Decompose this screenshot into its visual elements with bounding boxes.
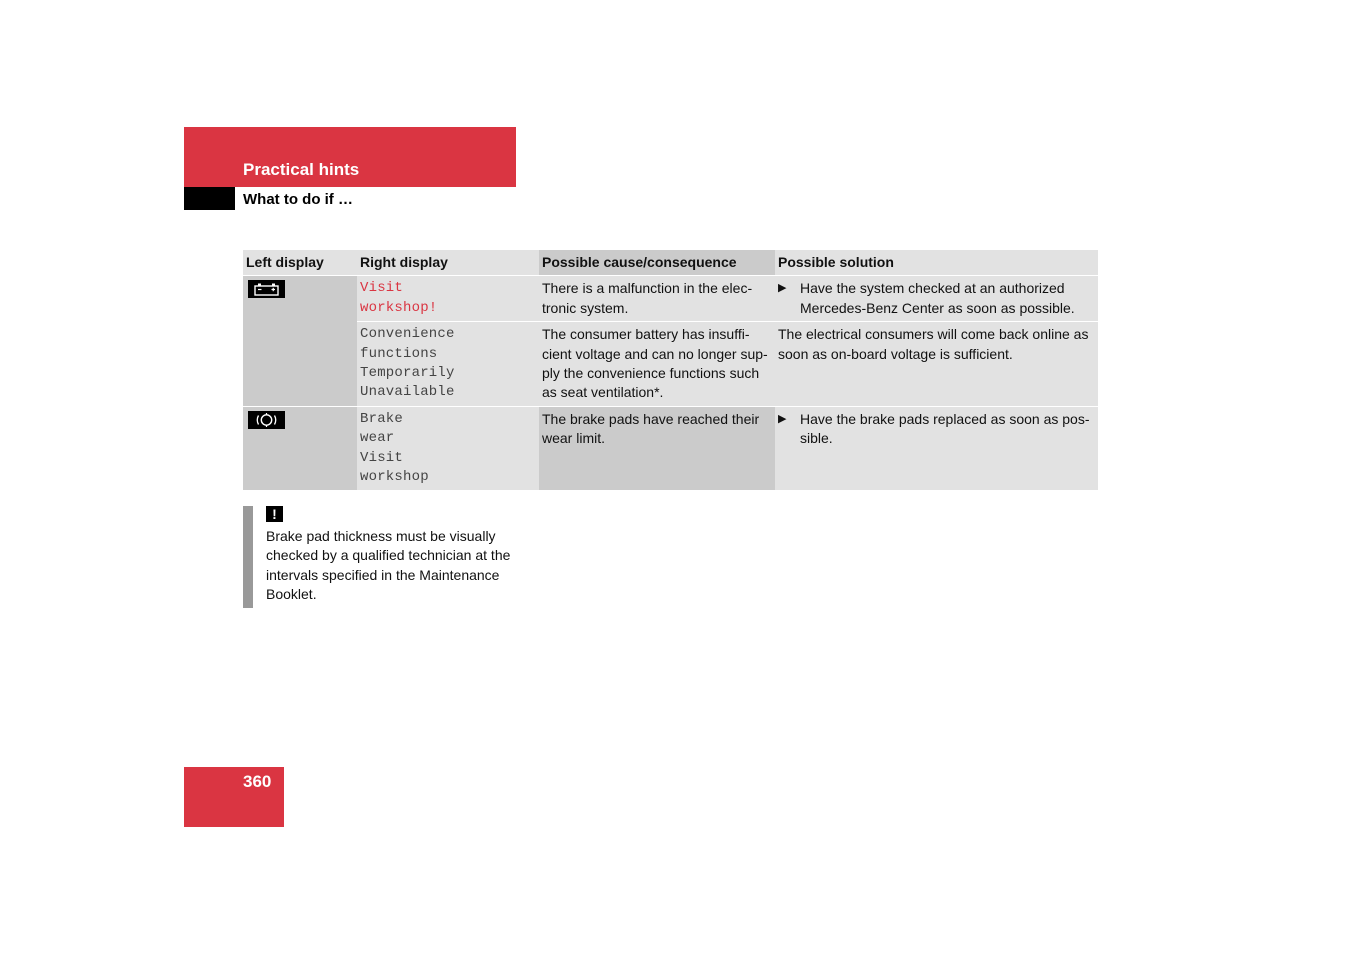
cause-cell: The consumer battery has insuffi-cient voltage and can no longer sup-ply the convenience functions such as seat ventilation*. — [539, 322, 775, 407]
solution-cell: ▶ Have the system checked at an authorized Mercedes-Benz Center as soon as possible. — [775, 276, 1098, 322]
left-display-cell — [243, 406, 357, 491]
page-number: 360 — [243, 772, 272, 791]
cause-cell: The brake pads have reached their wear limit. — [539, 406, 775, 491]
col-cause: Possible cause/consequence — [539, 250, 775, 276]
warning-icon: ! — [266, 506, 283, 522]
table-row — [243, 276, 1098, 322]
subsection-title: What to do if … — [243, 191, 353, 208]
brake-wear-icon — [248, 411, 285, 429]
note-side-bar — [243, 506, 253, 608]
table-row — [243, 406, 1098, 491]
right-display-cell: Convenience functions Temporarily Unavailable — [357, 322, 539, 407]
cause-cell: There is a malfunction in the elec-tronic system. — [539, 276, 775, 322]
arrow-bullet-icon: ▶ — [778, 412, 787, 425]
right-display-cell: Brake wear Visit workshop — [357, 406, 539, 491]
col-right-display: Right display — [357, 250, 539, 276]
arrow-bullet-icon: ▶ — [778, 282, 787, 295]
subsection-marker — [184, 187, 235, 210]
battery-icon — [248, 280, 285, 298]
solution-cell: ▶ Have the brake pads replaced as soon as pos-sible. — [775, 406, 1098, 491]
table-header-row — [243, 250, 1098, 276]
note-text: Brake pad thickness must be visually checked by a qualified technician at the intervals specified in the Maintenance Booklet. — [266, 528, 511, 603]
section-title: Practical hints — [243, 160, 360, 179]
col-left-display: Left display — [243, 250, 357, 276]
right-display-cell: Visit workshop! — [357, 276, 539, 322]
col-solution: Possible solution — [775, 250, 1098, 276]
left-display-cell — [243, 276, 357, 406]
table-row — [243, 322, 1098, 407]
solution-cell: The electrical consumers will come back online as soon as on-board voltage is sufficient. — [775, 322, 1098, 407]
display-messages-table — [243, 250, 1098, 491]
